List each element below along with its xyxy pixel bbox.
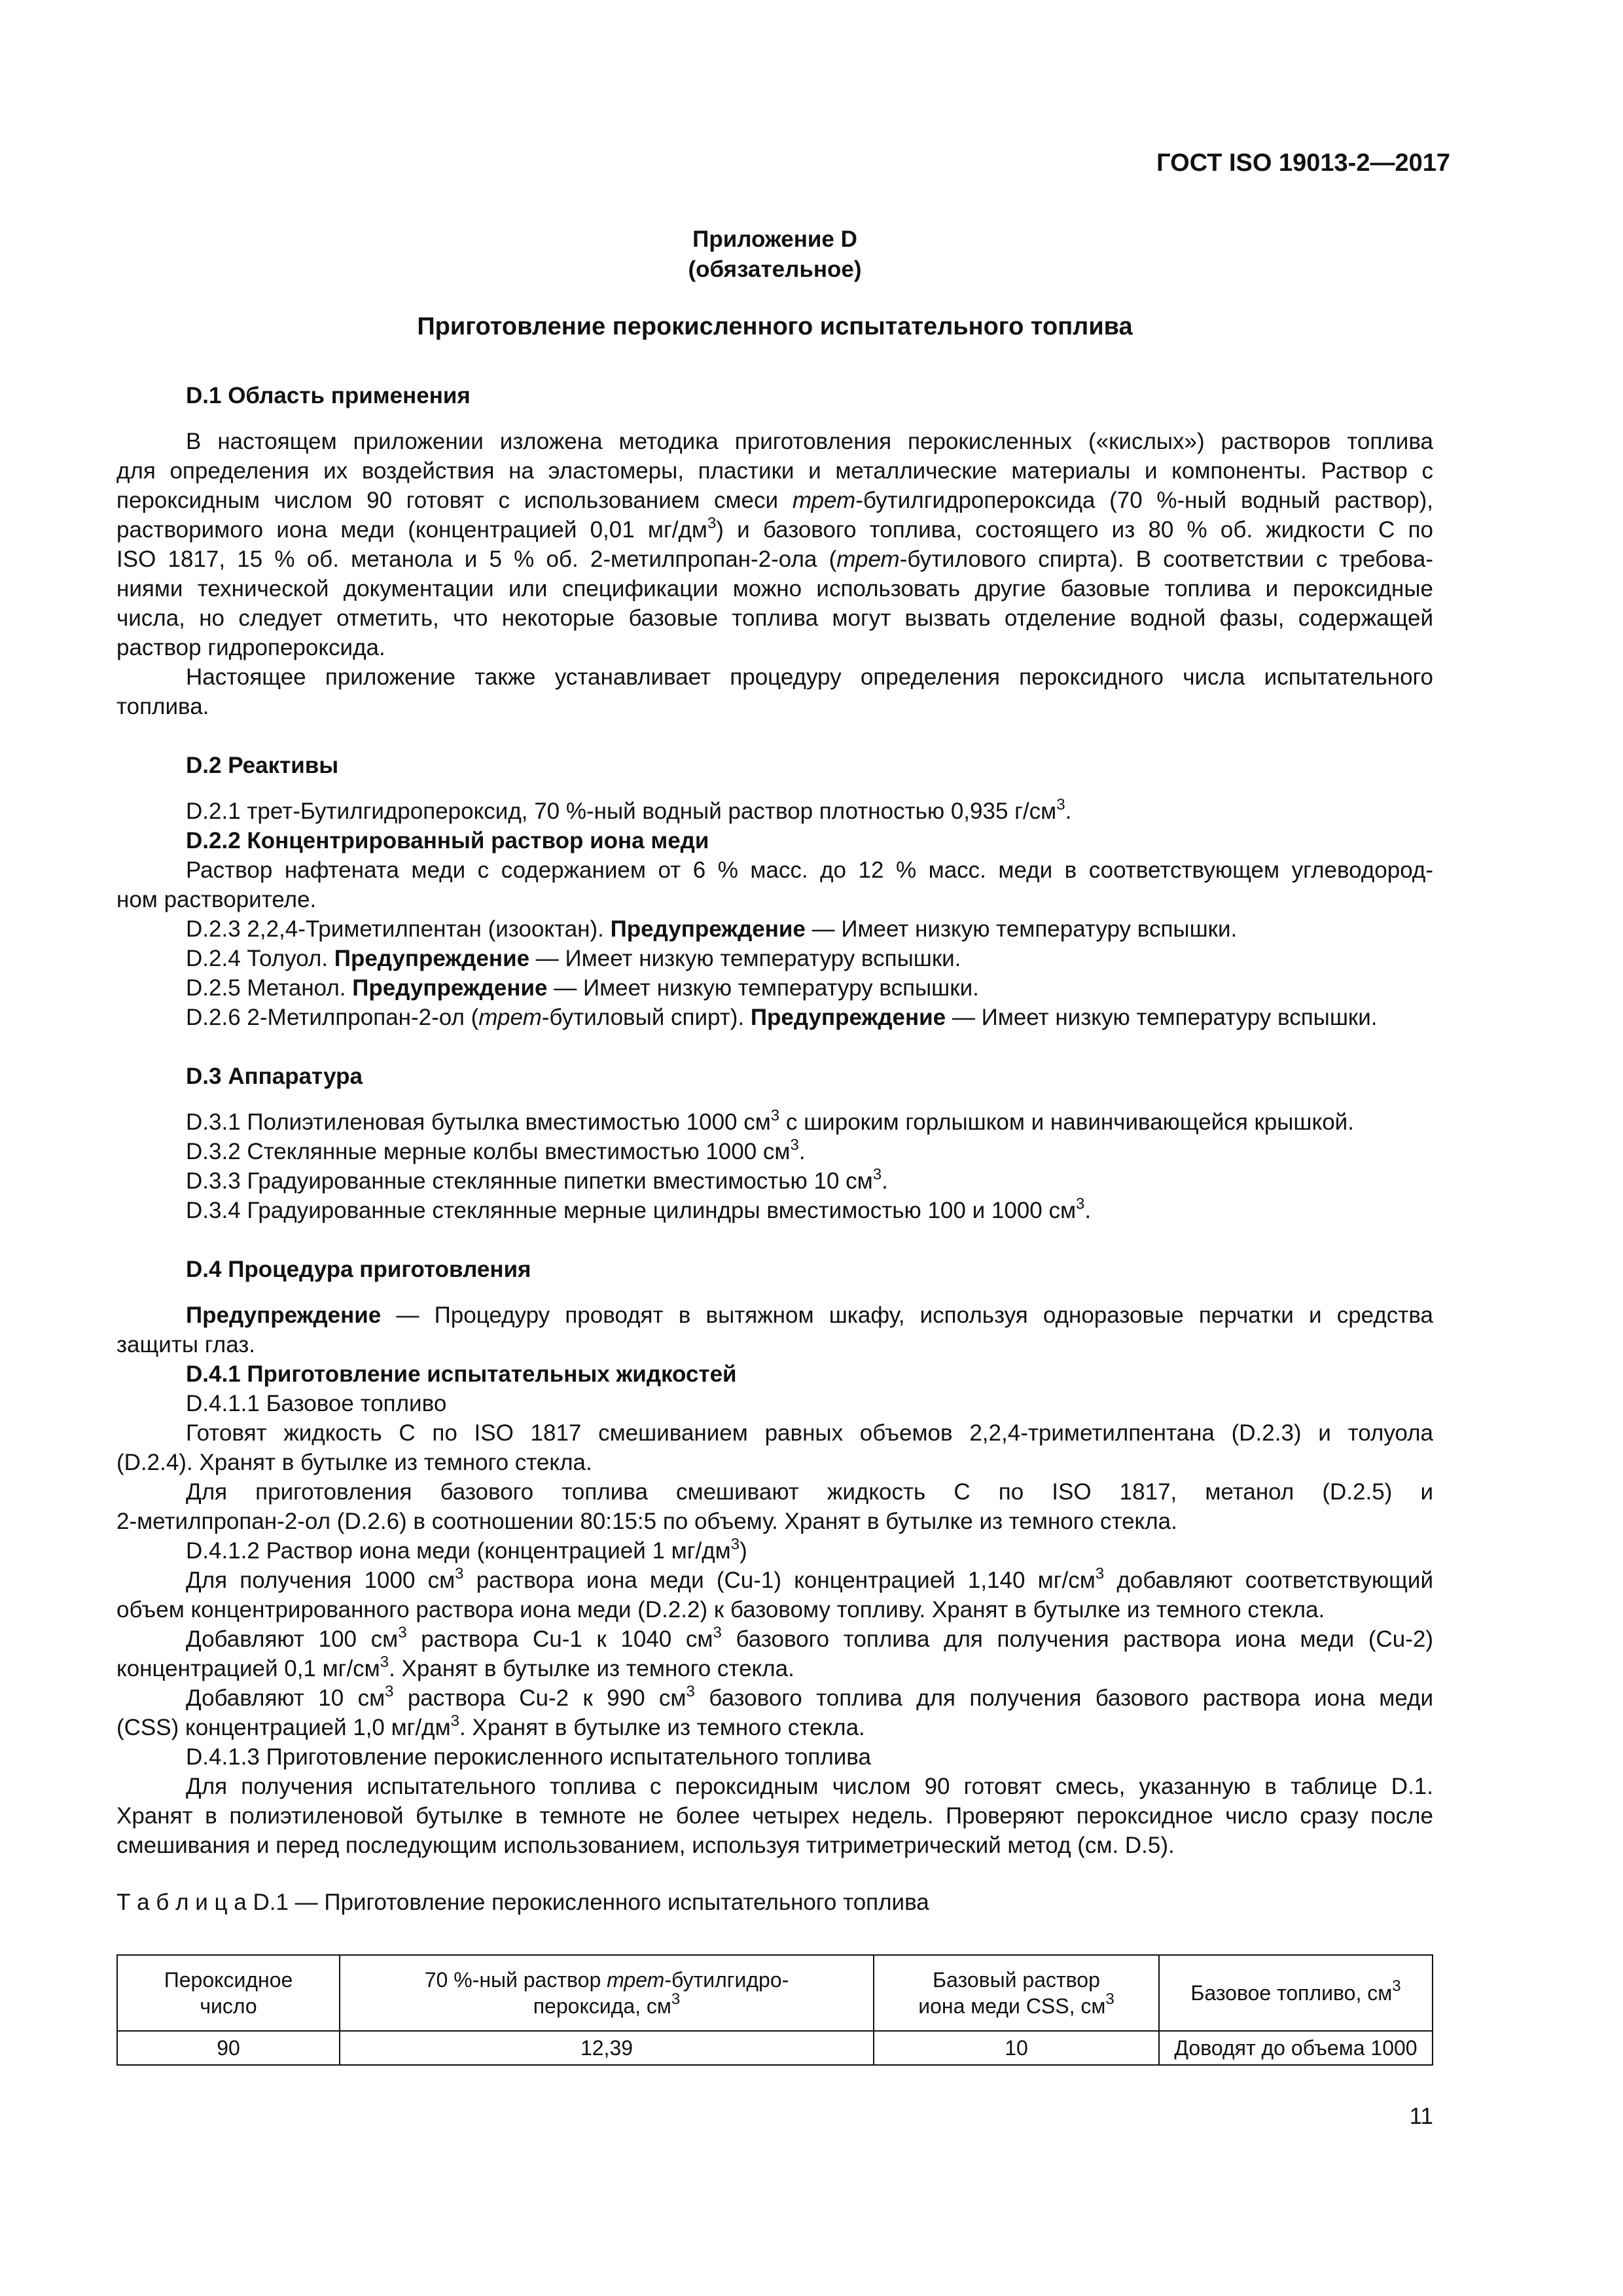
table-header-row — [117, 1955, 1433, 2031]
table-cell: Доводят до объема 1000 — [1159, 2031, 1433, 2065]
warning-line: Предупреждение — Процедуру проводят в вытяжном шкафу, используя одноразовые перчатки и средства — [186, 1302, 1433, 1328]
paragraph-line: топлива. — [116, 694, 209, 719]
paragraph-line: ниями технической документации или спецификации можно использовать другие базовые топлива и пероксидные — [116, 576, 1433, 601]
standard-number: ГОСТ ISO 19013-2—2017 — [1156, 149, 1450, 177]
paragraph-line: растворимого иона меди (концентрацией 0,01 $мг/дм^3$) и базового топлива, состоящего из 80 % об. жидкости С по — [116, 514, 1433, 543]
table-row — [117, 2031, 1433, 2065]
paragraph-line: Для приготовления базового топлива смешивают жидкость С по ISO 1817, метанол (D.2.5) и — [186, 1479, 1433, 1505]
section-heading-d2: D.2 Реактивы — [186, 753, 339, 778]
table-d1 — [116, 1954, 1433, 2066]
table-caption: Т а б л и ц а D.1 — Приготовление перокисленного испытательного топлива — [116, 1890, 929, 1915]
paragraph-line: числа, но следует отметить, что некоторые базовые топлива могут вызвать отделение водной фазы, содержащей — [116, 605, 1433, 631]
paragraph-line: Хранят в полиэтиленовой бутылке в темноте не более четырех недель. Проверяют пероксидное число сразу после — [116, 1803, 1433, 1829]
paragraph-line: концентрацией 0,1 $мг/см^3$. Хранят в бутылке из темного стекла. — [116, 1653, 794, 1681]
section-heading-d3: D.3 Аппаратура — [186, 1064, 363, 1089]
item-d3-4: D.3.4 Градуированные стеклянные мерные цилиндры вместимостью 100 и 1000 $см^3$. — [186, 1195, 1092, 1223]
paragraph-line: (D.2.4). Хранят в бутылке из темного стекла. — [116, 1450, 592, 1475]
table-cell: 90 — [117, 2031, 340, 2065]
appendix-title: Приложение D — [692, 226, 857, 252]
paragraph-line: Для получения 1000 $см^3$ раствора иона меди (Cu-1) концентрацией 1,140 $мг/см^3$ добавляют соответствующий — [186, 1565, 1434, 1593]
paragraph-line: (CSS) концентрацией 1,0 $мг/дм^3$. Хранят в бутылке из темного стекла. — [116, 1712, 865, 1740]
item-d2-3: D.2.3 2,2,4-Триметилпентан (изооктан). Предупреждение — Имеет низкую температуру вспышки. — [186, 916, 1238, 942]
paragraph-line: ном растворителе. — [116, 887, 317, 912]
item-d3-2: D.3.2 Стеклянные мерные колбы вместимостью 1000 $см^3$. — [186, 1136, 806, 1164]
page-number: 11 — [1409, 2104, 1433, 2129]
paragraph-line: 2-метилпропан-2-ол (D.2.6) в соотношении 80:15:5 по объему. Хранят в бутылке из темного стекла. — [116, 1509, 1177, 1534]
table-cell: 10 — [874, 2031, 1159, 2065]
paragraph-line: Добавляют 100 $см^3$ раствора Cu-1 к 1040 $см^3$ базового топлива для получения раствора иона меди (Cu-2) — [186, 1624, 1433, 1652]
paragraph-line: смешивания и перед последующим использованием, используя титриметрический метод (см. D.5). — [116, 1833, 1175, 1858]
item-d2-4: D.2.4 Толуол. Предупреждение — Имеет низкую температуру вспышки. — [186, 946, 961, 971]
paragraph-line: пероксидным числом 90 готовят с использованием смеси трет-бутилгидропероксида (70 %-ный водный раствор), — [116, 488, 1433, 513]
paragraph-line: Готовят жидкость С по ISO 1817 смешиванием равных объемов 2,2,4-триметилпентана (D.2.3) и толуола — [186, 1420, 1433, 1446]
paragraph-line: В настоящем приложении изложена методика приготовления перокисленных («кислых») растворов топлива — [186, 429, 1433, 454]
appendix-status: (обязательное) — [688, 257, 862, 282]
paragraph-line: Добавляют 10 $см^3$ раствора Cu-2 к 990 $см^3$ базового топлива для получения базового раствора иона меди — [186, 1683, 1434, 1711]
item-d3-3: D.3.3 Градуированные стеклянные пипетки вместимостью 10 $см^3$. — [186, 1166, 888, 1194]
item-d3-1: D.3.1 Полиэтиленовая бутылка вместимостью 1000 $см^3$ с широким горлышком и навинчивающейся крышкой. — [186, 1107, 1354, 1135]
item-d2-6: D.2.6 2-Метилпропан-2-ол (трет-бутиловый спирт). Предупреждение — Имеет низкую температуру вспышки. — [186, 1005, 1378, 1030]
appendix-heading: Приготовление перокисленного испытательного топлива — [417, 313, 1133, 340]
table-header-cell: Базовый раствор иона меди CSS, $см^3$ — [874, 1955, 1159, 2031]
paragraph-line: Настоящее приложение также устанавливает процедуру определения пероксидного числа испытательного — [186, 664, 1433, 690]
paragraph-line: Раствор нафтената меди с содержанием от 6 % масс. до 12 % масс. меди в соответствующем углеводород- — [186, 857, 1433, 883]
subsection-heading-d2-2: D.2.2 Концентрированный раствор иона меди — [186, 828, 709, 853]
section-heading-d4: D.4 Процедура приготовления — [186, 1257, 531, 1282]
paragraph-line: объем концентрированного раствора иона меди (D.2.2) к базовому топливу. Хранят в бутылке из темного стекла. — [116, 1597, 1325, 1623]
subsection-heading-d4-1: D.4.1 Приготовление испытательных жидкостей — [186, 1361, 737, 1387]
item-d4-1-3: D.4.1.3 Приготовление перокисленного испытательного топлива — [186, 1744, 871, 1770]
table-header-cell: Базовое топливо, $см^3$ — [1159, 1955, 1433, 2031]
paragraph-line: Для получения испытательного топлива с пероксидным числом 90 готовят смесь, указанную в таблице D.1. — [186, 1774, 1433, 1799]
item-d4-1-2: D.4.1.2 Раствор иона меди (концентрацией 1 $мг/дм^3$) — [186, 1535, 747, 1564]
paragraph-line: защиты глаз. — [116, 1332, 256, 1357]
table-cell: 12,39 — [340, 2031, 874, 2065]
item-d4-1-1: D.4.1.1 Базовое топливо — [186, 1391, 447, 1416]
paragraph-line: раствор гидропероксида. — [116, 635, 385, 660]
table-header-cell: 70 %-ный раствор трет-бутилгидро- пероксида, $см^3$ — [340, 1955, 874, 2031]
paragraph-line: для определения их воздействия на эластомеры, пластики и металлические материалы и компоненты. Раствор с — [116, 458, 1433, 484]
item-d2-5: D.2.5 Метанол. Предупреждение — Имеет низкую температуру вспышки. — [186, 975, 979, 1001]
paragraph-line: ISO 1817, 15 % об. метанола и 5 % об. 2-метилпропан-2-ола (трет-бутилового спирта). В соответствии с требова- — [116, 547, 1433, 572]
section-heading-d1: D.1 Область применения — [186, 383, 471, 408]
table-header-cell: Пероксидное число — [117, 1955, 340, 2031]
item-d2-1: D.2.1 трет-Бутилгидропероксид, 70 %-ный водный раствор плотностью 0,935 $г/см^3$. — [186, 796, 1072, 824]
